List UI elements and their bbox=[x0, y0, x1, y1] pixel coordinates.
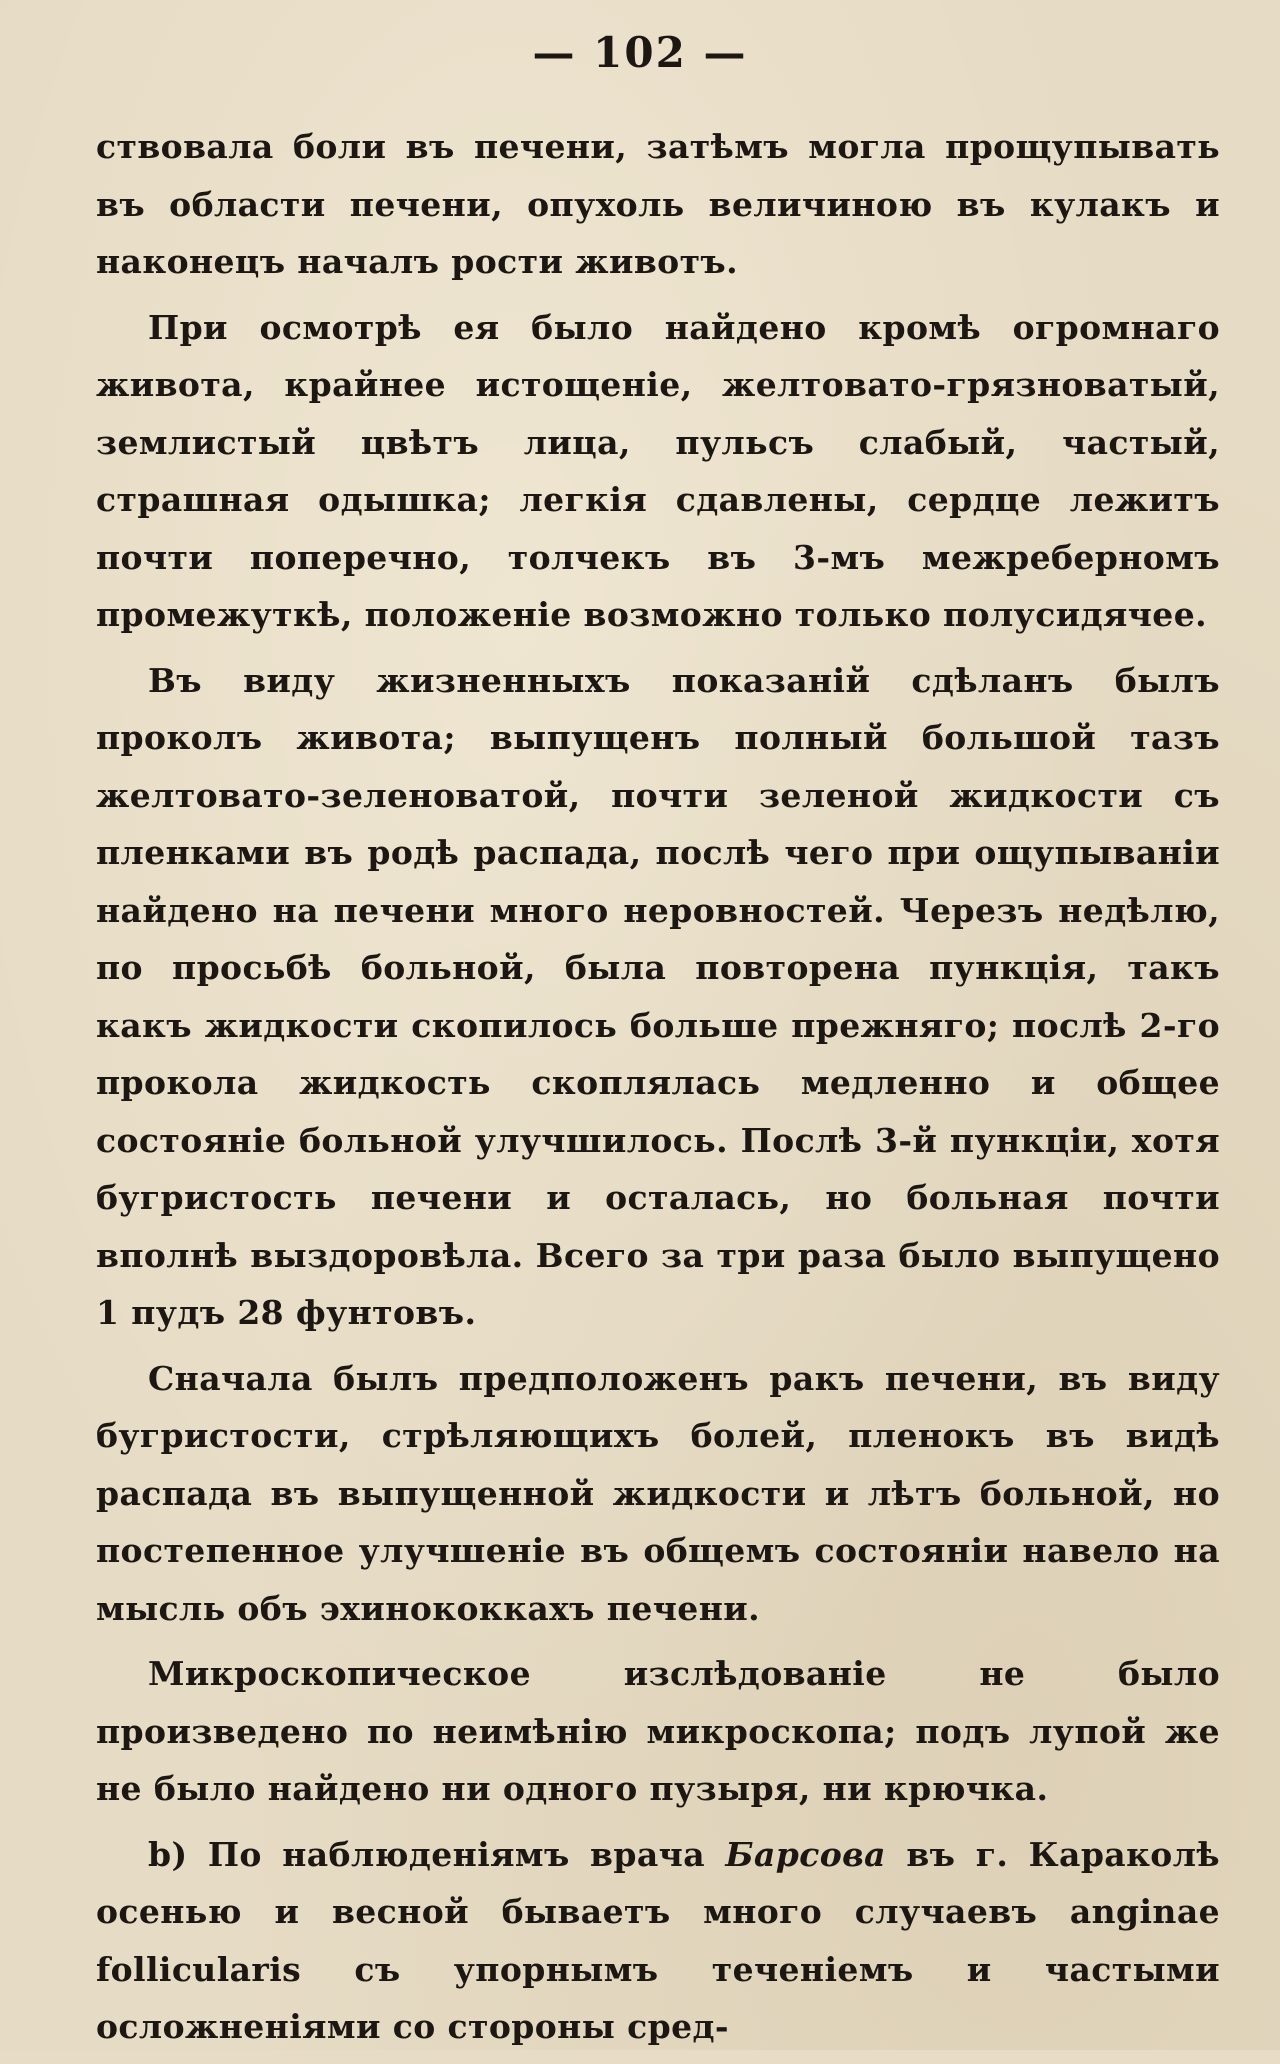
paragraph-6-start: b) По наблюденіямъ врача bbox=[148, 1834, 726, 1874]
paragraph-5: Микроскопическое изслѣдованіе не было произведено по неимѣнію микроскопа; подъ лупой же не было найдено ни одного пузыря, ни крючка. bbox=[96, 1654, 1220, 1808]
body-text bbox=[96, 118, 1220, 2064]
paragraph-1: ствовала боли въ печени, затѣмъ могла прощупывать въ области печени, опухоль величиною въ кулакъ и наконецъ началъ рости животъ. bbox=[96, 127, 1220, 281]
doctor-name: Барсова bbox=[725, 1834, 886, 1874]
paragraph-2: При осмотрѣ ея было найдено кромѣ огромнаго живота, крайнее истощеніе, желтовато-грязноватый, землистый цвѣтъ лица, пульсъ слабый, частый, страшная одышка; легкія сдавлены, сердце лежитъ почти поперечно, толчекъ въ 3-мъ межреберномъ промежуткѣ, положеніе возможно только полусидячее. bbox=[96, 307, 1220, 634]
paragraph-6-rest: въ г. Караколѣ осенью и весной бываетъ много случаевъ anginae follicularis съ упорнымъ теченіемъ и частыми осложненіями со стороны сред- bbox=[96, 1834, 1220, 2046]
paragraph-3: Въ виду жизненныхъ показаній сдѣланъ былъ проколъ живота; выпущенъ полный большой тазъ желтовато-зеленоватой, почти зеленой жидкости съ пленками въ родѣ распада, послѣ чего при ощупываніи найдено на печени много неровностей. Черезъ недѣлю, по просьбѣ больной, была повторена пункція, такъ какъ жидкости скопилось больше прежняго; послѣ 2-го прокола жидкость скоплялась медленно и общее состояніе больной улучшилось. Послѣ 3-й пункціи, хотя бугристость печени и осталась, но больная почти вполнѣ выздоровѣла. Всего за три раза было выпущено 1 пудъ 28 фунтовъ. bbox=[96, 660, 1220, 1332]
page-number: — 102 — bbox=[532, 28, 748, 77]
paragraph-4: Сначала былъ предположенъ ракъ печени, въ виду бугристости, стрѣляющихъ болей, пленокъ въ видѣ распада въ выпущенной жидкости и лѣтъ больной, но постепенное улучшеніе въ общемъ состояніи навело на мысль объ эхинококкахъ печени. bbox=[96, 1358, 1220, 1628]
paragraph-6 bbox=[96, 1826, 1220, 2056]
